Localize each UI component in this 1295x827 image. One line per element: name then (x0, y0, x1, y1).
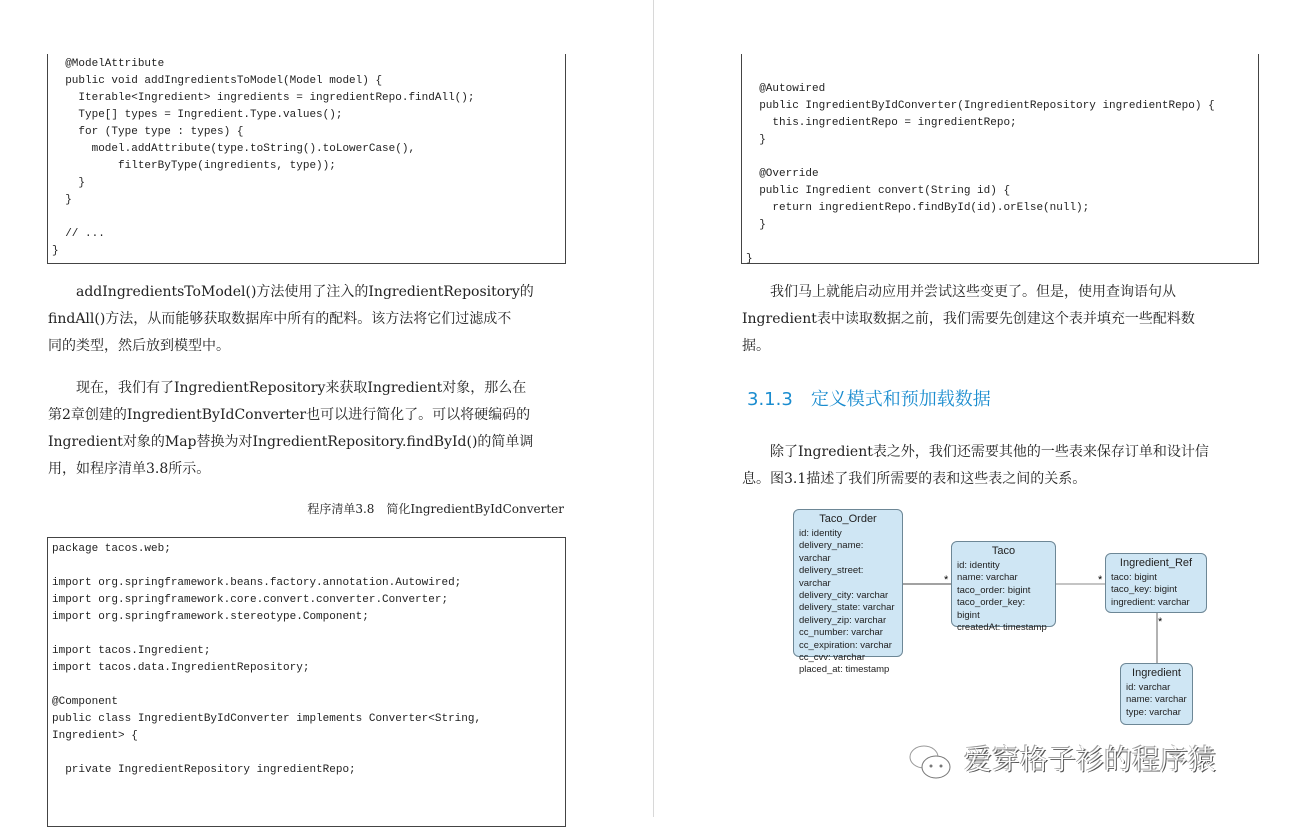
code-line: Ingredient> { (52, 730, 138, 742)
paragraph-1 (48, 279, 568, 360)
table-name: Taco_Order (819, 513, 877, 525)
code-line: } (52, 177, 86, 189)
line: findAll()方法，从而能够获取数据库中所有的配料。该方法将它们过滤成不 (48, 311, 512, 327)
line: 我们马上就能启动应用并尝试这些变更了。但是，使用查询语句从 (770, 284, 1176, 300)
code-line: this.ingredientRepo = ingredientRepo; (746, 117, 1017, 129)
line: Ingredient表中读取数据之前，我们需要先创建这个表并填充一些配料数 (742, 311, 1195, 327)
line: 同的类型，然后放到模型中。 (48, 338, 230, 354)
code-line: import org.springframework.stereotype.Component; (52, 611, 369, 623)
code-line: import org.springframework.core.convert.converter.Converter; (52, 594, 449, 606)
table-ingredient (1120, 663, 1193, 725)
code-line: @Component (52, 696, 119, 708)
code-line: return ingredientRepo.findById(id).orElse(null); (746, 202, 1090, 214)
code-line: public class IngredientByIdConverter implements Converter<String, (52, 713, 482, 725)
code-line (746, 234, 1254, 251)
paragraph-2 (48, 375, 568, 483)
table-field: name: varchar (957, 572, 1018, 584)
code-line: public Ingredient convert(String id) { (746, 185, 1011, 197)
code-line: model.addAttribute(type.toString().toLowerCase(), (52, 143, 416, 155)
table-field: delivery_name: varchar (799, 540, 864, 564)
code-block-converter-cont (741, 54, 1259, 264)
code-line (52, 626, 561, 643)
table-field: id: varchar (1126, 682, 1171, 693)
line: 现在，我们有了IngredientRepository来获取Ingredient对象，那么在 (76, 380, 527, 396)
line: 息。图3.1描述了我们所需要的表和这些表之间的关系。 (742, 471, 1087, 487)
code-line: public IngredientByIdConverter(IngredientRepository ingredientRepo) { (746, 100, 1215, 112)
section-number: 3.1.3 (747, 389, 793, 410)
listing-caption: 程序清单3.8 简化IngredientByIdConverter (307, 502, 564, 516)
table-field: createdAt: timestamp (957, 622, 1047, 634)
table-field: taco_order_key: bigint (957, 597, 1026, 621)
table-field: cc_expiration: varchar (799, 639, 892, 651)
code-line: public void addIngredientsToModel(Model model) { (52, 75, 383, 87)
schema-diagram (780, 500, 1230, 740)
table-field: taco: bigint (1111, 572, 1157, 583)
table-taco-order (793, 509, 903, 676)
section-title: 定义模式和预加载数据 (810, 389, 991, 410)
code-line: } (52, 245, 59, 257)
code-line: private IngredientRepository ingredientRepo; (52, 764, 356, 776)
table-field: cc_number: varchar (799, 627, 883, 639)
table-field: delivery_zip: varchar (799, 614, 887, 626)
line: 除了Ingredient表之外，我们还需要其他的一些表来保存订单和设计信 (770, 444, 1209, 460)
code-line: Type[] types = Ingredient.Type.values(); (52, 109, 343, 121)
section-heading (747, 385, 1009, 411)
code-line: package tacos.web; (52, 543, 171, 555)
table-field: ingredient: varchar (1111, 596, 1190, 608)
code-line: @Override (746, 168, 819, 180)
watermark: 爱穿格子衫的程序猿 (964, 743, 1217, 776)
table-field: delivery_city: varchar (799, 590, 889, 602)
line: Ingredient对象的Map替换为对IngredientRepository.findById()的简单调 (48, 434, 534, 450)
code-line: for (Type type : types) { (52, 126, 244, 138)
paragraph-4 (742, 439, 1262, 493)
code-line (52, 677, 561, 694)
table-field: delivery_state: varchar (799, 602, 895, 614)
code-block-add-ingredients (47, 54, 566, 264)
code-line: } (746, 134, 766, 146)
table-name: Ingredient (1132, 667, 1181, 679)
table-taco (951, 541, 1056, 634)
code-line: @ModelAttribute (52, 58, 165, 70)
code-line (52, 558, 561, 575)
code-line (52, 209, 561, 226)
code-line: // ... (52, 228, 105, 240)
table-field: type: varchar (1126, 706, 1181, 718)
code-line (746, 64, 1254, 81)
table-field: placed_at: timestamp (799, 664, 890, 676)
code-line (746, 149, 1254, 166)
code-line: import tacos.data.IngredientRepository; (52, 662, 310, 674)
table-field: taco_key: bigint (1111, 584, 1178, 596)
line: 第2章创建的IngredientByIdConverter也可以进行简化了。可以将硬编码的 (48, 407, 531, 423)
code-line: filterByType(ingredients, type)); (52, 160, 336, 172)
table-field: cc_cvv: varchar (799, 652, 865, 664)
table-field: name: varchar (1126, 694, 1187, 706)
multiplicity: * (1158, 616, 1163, 628)
paragraph-3 (742, 279, 1262, 360)
line: addIngredientsToModel()方法使用了注入的IngredientRepository的 (76, 284, 534, 300)
table-field: taco_order: bigint (957, 584, 1031, 596)
code-line: } (746, 219, 766, 231)
line: 用，如程序清单3.8所示。 (48, 461, 211, 477)
code-line: import tacos.Ingredient; (52, 645, 211, 657)
code-line: } (746, 253, 753, 265)
table-field: id: identity (799, 528, 842, 539)
table-ingredient-ref (1105, 553, 1207, 613)
code-line: Iterable<Ingredient> ingredients = ingredientRepo.findAll(); (52, 92, 475, 104)
wechat-icon (908, 742, 954, 782)
multiplicity: * (1098, 574, 1103, 586)
code-line: } (52, 194, 72, 206)
table-name: Taco (991, 545, 1016, 557)
line: 据。 (742, 338, 770, 354)
code-line: import org.springframework.beans.factory.annotation.Autowired; (52, 577, 462, 589)
code-line: @Autowired (746, 83, 826, 95)
code-block-converter (47, 537, 566, 827)
code-line (52, 745, 561, 762)
table-name: Ingredient_Ref (1119, 557, 1193, 569)
table-field: delivery_street: varchar (799, 565, 864, 589)
multiplicity: * (944, 574, 949, 586)
table-field: id: identity (957, 560, 1000, 571)
page-divider (653, 0, 654, 817)
